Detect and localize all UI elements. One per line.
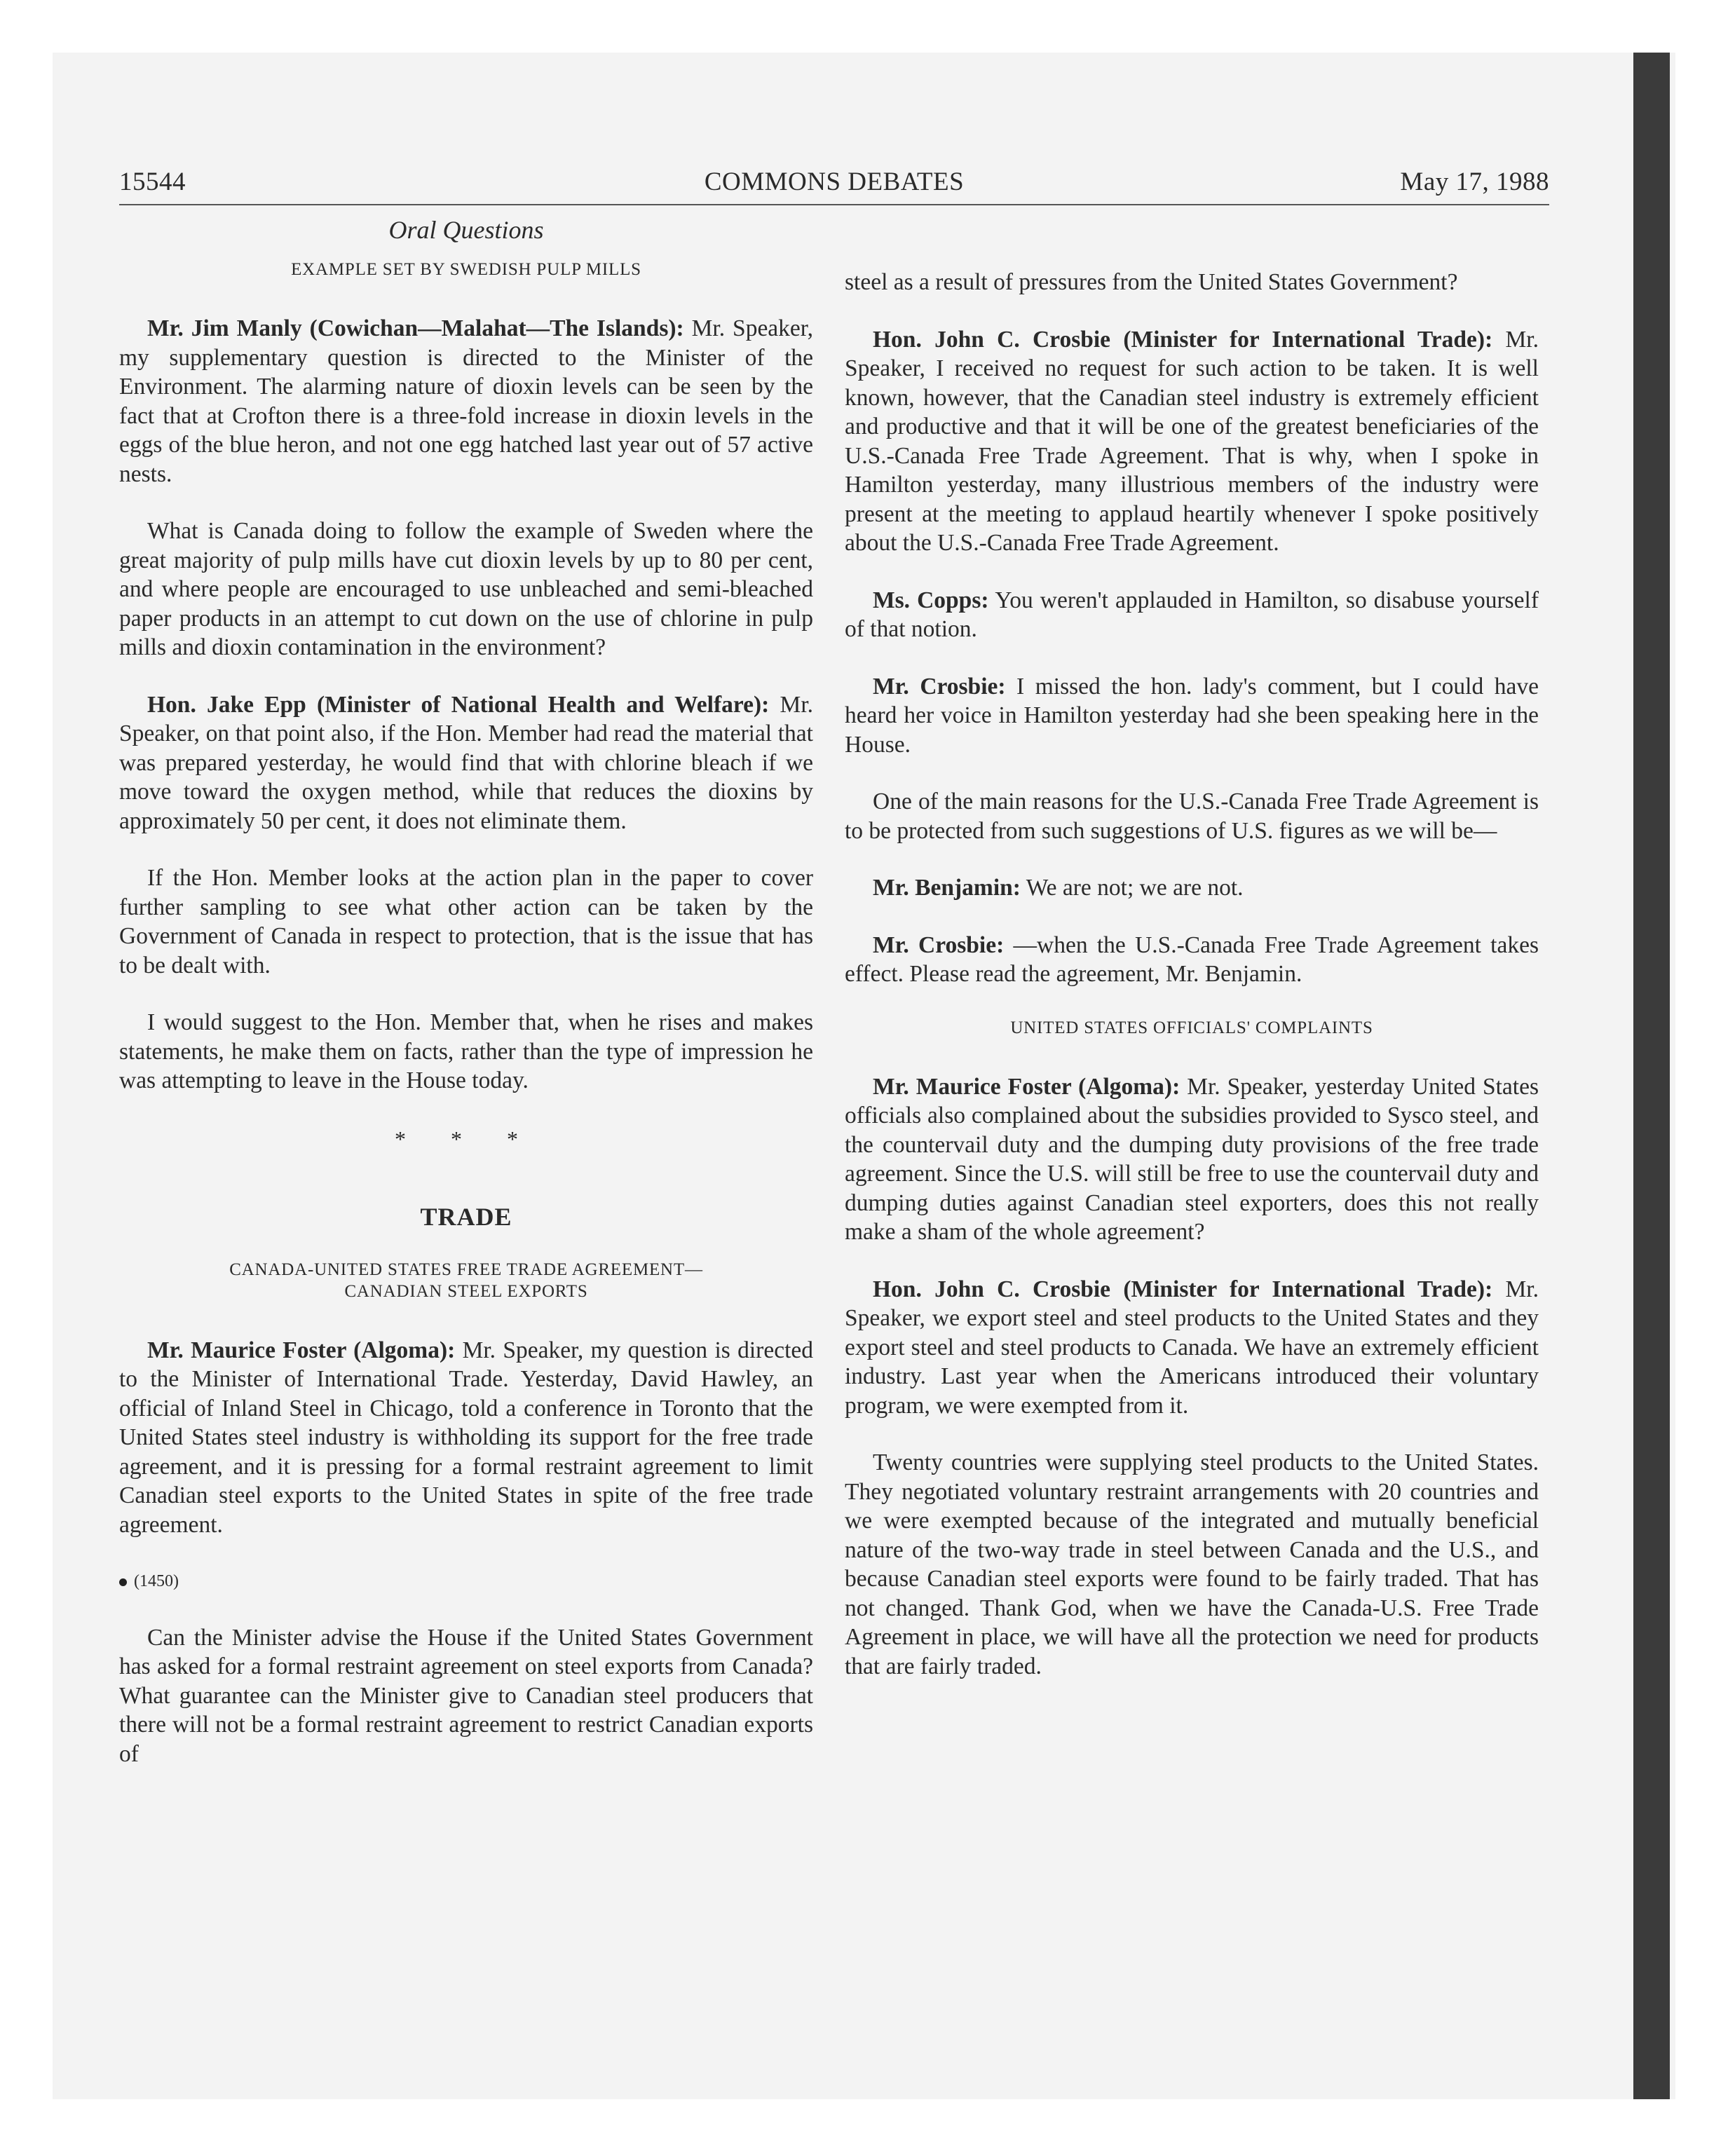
paragraph-text: You weren't applauded in Hamilton, so disabuse yourself of that notion. [845, 587, 1539, 642]
timestamp [119, 1567, 813, 1597]
paragraph-foster [119, 1336, 813, 1540]
subheading-steel-exports [119, 1259, 813, 1302]
paragraph-benjamin [845, 873, 1539, 903]
speaker-name: Mr. Crosbie: [873, 673, 1006, 700]
section-title: Oral Questions [388, 216, 544, 244]
page-header [119, 167, 1549, 209]
speaker-name: Mr. Maurice Foster (Algoma): [147, 1337, 456, 1363]
paragraph-text: Mr. Speaker, my question is directed to the Minister of International Trade. Yesterday, David Hawley, an official of Inland Steel in Chicago, told a conference in Toronto that the United States steel industry is withholding its support for the free trade agreement, and it is pressing for a formal restraint agreement to limit Canadian steel exports to the United States in spite of the free trade agreement. [119, 1337, 813, 1538]
paragraph-crosbie [845, 672, 1539, 760]
bullet-icon [119, 1578, 127, 1586]
paragraph: If the Hon. Member looks at the action plan in the paper to cover further sampling to see what other action can be taken by the Government of Canada in respect to protection, that is the issue that has to be dealt with. [119, 865, 813, 978]
paragraph: What is Canada doing to follow the example of Sweden where the great majority of pulp mills have cut dioxin levels by up to 80 per cent, and where people are encouraged to use unbleached and semi-bleached paper products in an attempt to cut down on the use of chlorine in pulp mills and dioxin contamination in the environment? [119, 518, 813, 660]
subheading-line: CANADA-UNITED STATES FREE TRADE AGREEMENT— [229, 1260, 703, 1279]
scan-edge-bar [1633, 53, 1670, 2099]
speaker-name: Hon. John C. Crosbie (Minister for International Trade): [873, 326, 1493, 353]
paragraph-text: Mr. Speaker, on that point also, if the Hon. Member had read the material that was prepared yesterday, he would find that with chlorine bleach if we move toward the oxygen method, while that reduces the dioxins by approximately 50 per cent, it does not eliminate them. [119, 691, 813, 834]
paragraph-copps [845, 586, 1539, 644]
paragraph-text: Mr. Speaker, I received no request for such action to be taken. It is well known, however, that the Canadian steel industry is extremely efficient and productive and that it will be one of the greatest beneficiaries of the U.S.-Canada Free Trade Agreement. That is why, when I spoke in Hamilton yesterday, many illustrious members of the industry were present at the meeting to applaud heartily whenever I spoke positively about the U.S.-Canada Free Trade Agreement. [845, 326, 1539, 556]
paragraph-text: Mr. Speaker, my supplementary question is directed to the Minister of the Environment. The alarming nature of dioxin levels can be seen by the fact that at Crofton there is a three-fold increase in dioxin levels in the eggs of the blue heron, and not one egg hatched last year out of 57 active nests. [119, 315, 813, 487]
subheading-swedish-pulp-mills: EXAMPLE SET BY SWEDISH PULP MILLS [291, 260, 641, 279]
right-column [845, 268, 1539, 1709]
subheading-officials-complaints: UNITED STATES OFFICIALS' COMPLAINTS [1010, 1018, 1373, 1037]
speaker-name: Mr. Jim Manly (Cowichan—Malahat—The Islands): [147, 315, 684, 341]
left-column [119, 214, 813, 1796]
paragraph: steel as a result of pressures from the United States Government? [845, 269, 1458, 295]
trade-heading: TRADE [420, 1203, 512, 1231]
paragraph-crosbie [845, 325, 1539, 558]
header-rule [119, 204, 1549, 205]
speaker-name: Mr. Maurice Foster (Algoma): [873, 1073, 1181, 1100]
speaker-name: Hon. John C. Crosbie (Minister for International Trade): [873, 1276, 1493, 1302]
speaker-name: Ms. Copps: [873, 587, 989, 613]
speaker-name: Mr. Crosbie: [873, 932, 1005, 958]
paragraph-text: Mr. Speaker, we export steel and steel products to the United States and they export steel and steel products to Canada. We have an extremely efficient industry. Last year when the Americans introduced their voluntary program, we were exempted from it. [845, 1276, 1539, 1419]
paragraph: I would suggest to the Hon. Member that, when he rises and makes statements, he make them on facts, rather than the type of impression he was attempting to leave in the House today. [119, 1009, 813, 1093]
paragraph: Twenty countries were supplying steel products to the United States. They negotiated voluntary restraint arrangements with 20 countries and we were exempted because of the integrated and mutually beneficial nature of the two-way trade in steel between Canada and the U.S., and because Canadian steel exports were found to be fairly traded. That has not changed. Thank God, when we have the Canada-U.S. Free Trade Agreement in place, we will have all the protection we need for products that are fairly traded. [845, 1449, 1539, 1679]
timestamp-text: (1450) [134, 1572, 179, 1590]
subheading-line: CANADIAN STEEL EXPORTS [344, 1281, 588, 1301]
speaker-name: Mr. Benjamin: [873, 875, 1021, 901]
publication-date: May 17, 1988 [1400, 168, 1549, 196]
paragraph-epp [119, 690, 813, 836]
paragraph-crosbie [845, 1275, 1539, 1421]
paragraph-text: —when the U.S.-Canada Free Trade Agreement takes effect. Please read the agreement, Mr. Benjamin. [845, 932, 1539, 987]
paragraph-manly [119, 314, 813, 489]
paragraph: One of the main reasons for the U.S.-Canada Free Trade Agreement is to be protected from such suggestions of U.S. figures as we will be— [845, 789, 1539, 844]
paragraph-text: We are not; we are not. [1020, 875, 1244, 901]
section-separator: * * * [395, 1126, 538, 1152]
paragraph-crosbie [845, 931, 1539, 989]
publication-title: COMMONS DEBATES [704, 168, 965, 196]
paragraph-foster [845, 1072, 1539, 1247]
paragraph: Can the Minister advise the House if the United States Government has asked for a formal restraint agreement on steel exports from Canada? What guarantee can the Minister give to Canadian steel producers that there will not be a formal restraint agreement to restrict Canadian exports of [119, 1624, 813, 1767]
speaker-name: Hon. Jake Epp (Minister of National Health and Welfare): [147, 691, 770, 718]
paragraph-text: I missed the hon. lady's comment, but I could have heard her voice in Hamilton yesterday had she been speaking here in the House. [845, 673, 1539, 758]
paragraph-text: Mr. Speaker, yesterday United States officials also complained about the subsidies provided to Sysco steel, and the countervail duty and the dumping duty provisions of the free trade agreement. Since the U.S. will still be free to use the countervail duty and dumping duties against Canadian steel exporters, does this not really make a sham of the whole agreement? [845, 1073, 1539, 1245]
page-number: 15544 [119, 168, 186, 196]
